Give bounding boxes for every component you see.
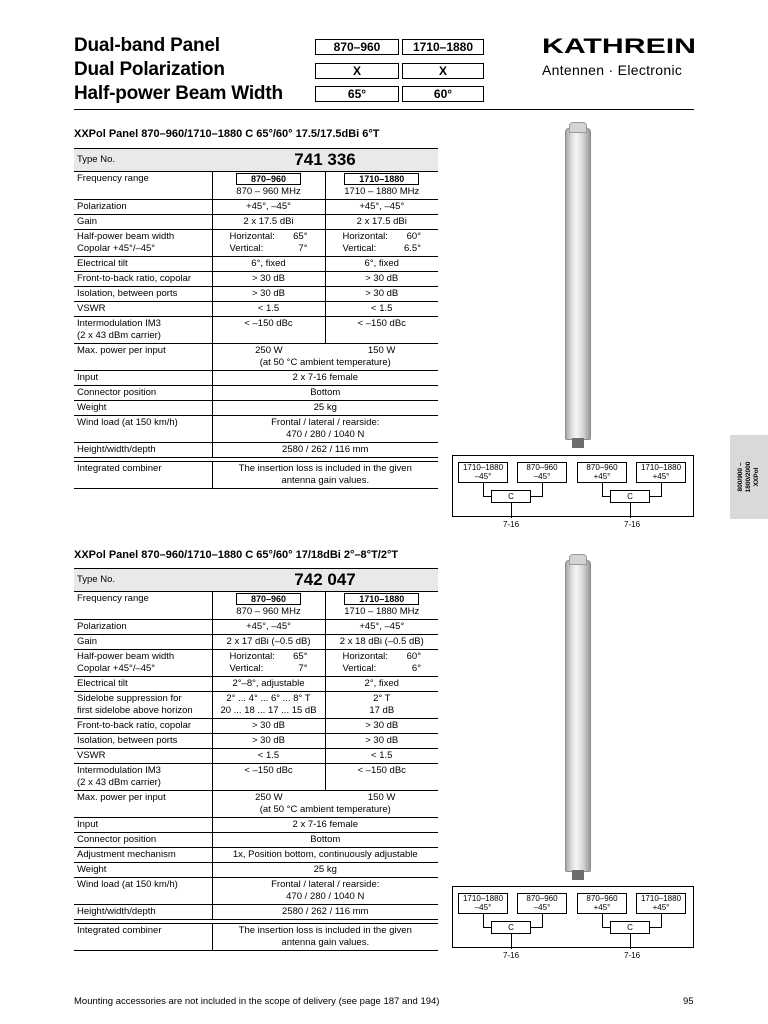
- row-value: 6°, fixed: [212, 257, 325, 272]
- sidelobe-tilt: 2° T: [373, 693, 391, 704]
- row-label-line: (2 x 43 dBm carrier): [77, 777, 161, 788]
- row-value: > 30 dB: [212, 287, 325, 302]
- wire: [483, 496, 491, 497]
- row-label: VSWR: [74, 749, 212, 764]
- port-pol: +45°: [593, 472, 611, 481]
- row-value: [212, 692, 325, 719]
- row-value: [212, 344, 438, 371]
- connector-label: 7-16: [624, 951, 641, 960]
- row-label: Gain: [74, 215, 212, 230]
- type-label: Type No.: [74, 149, 212, 172]
- table-row: [74, 620, 438, 635]
- header-title-1: Dual-band Panel: [74, 35, 220, 56]
- table-row: [74, 344, 438, 371]
- row-label: Electrical tilt: [74, 257, 212, 272]
- beam-horizontal: [216, 651, 322, 663]
- row-value: < 1.5: [212, 302, 325, 317]
- wire: [483, 914, 484, 927]
- band-box: 870–960: [236, 593, 301, 605]
- row-value: 2 x 7-16 female: [212, 818, 438, 833]
- power-note: (at 50 °C ambient temperature): [259, 804, 391, 815]
- row-value: 2580 / 262 / 116 mm: [212, 443, 438, 458]
- row-value: > 30 dB: [212, 719, 325, 734]
- row-label: [74, 692, 212, 719]
- row-value: 2°, fixed: [325, 677, 438, 692]
- row-label: Weight: [74, 863, 212, 878]
- beam-key: Horizontal:: [229, 651, 275, 662]
- header-title-3: Half-power Beam Width: [74, 83, 283, 104]
- row-label: [74, 317, 212, 344]
- row-label: Max. power per input: [74, 344, 212, 371]
- row-value: Bottom: [212, 386, 438, 401]
- row-label: Connector position: [74, 833, 212, 848]
- row-label: VSWR: [74, 302, 212, 317]
- port-box: [636, 893, 686, 914]
- table-row: [74, 215, 438, 230]
- row-label: [74, 650, 212, 677]
- page-number: 95: [683, 996, 694, 1007]
- beam-key: Vertical:: [229, 243, 264, 254]
- row-value: 25 kg: [212, 863, 438, 878]
- beam-vertical: [329, 243, 436, 255]
- wind-line: 470 / 280 / 1040 N: [286, 891, 365, 902]
- combiner-line: antenna gain values.: [281, 475, 370, 486]
- header-title-2: Dual Polarization: [74, 59, 225, 80]
- row-value: 1x, Position bottom, continuously adjustable: [212, 848, 438, 863]
- row-label: Integrated combiner: [74, 924, 212, 951]
- antenna-image: [563, 554, 593, 880]
- row-label: Gain: [74, 635, 212, 650]
- combiner-box: C: [610, 921, 650, 934]
- beam-val: 60°: [406, 231, 422, 242]
- row-label-line: first sidelobe above horizon: [77, 705, 193, 716]
- row-value: 2 x 17.5 dBi: [212, 215, 325, 230]
- table-row: [74, 200, 438, 215]
- side-tab-line-3: XXPol: [753, 467, 760, 487]
- wire: [531, 496, 543, 497]
- power-value: 250 W: [255, 792, 283, 803]
- antenna-connector: [572, 438, 584, 448]
- header-pol-1: X: [315, 63, 399, 79]
- beam-val: 60°: [406, 651, 422, 662]
- table-row: [74, 386, 438, 401]
- row-value: 2580 / 262 / 116 mm: [212, 905, 438, 920]
- wire: [602, 927, 610, 928]
- row-value: 2 x 17 dBi (–0.5 dB): [212, 635, 325, 650]
- row-value: [325, 172, 438, 200]
- port-band: 870–960: [586, 463, 618, 472]
- product-title: XXPol Panel 870–960/1710–1880 C 65°/60° 17/18dBi 2°–8°T/2°T: [74, 549, 399, 561]
- port-pol: –45°: [474, 472, 492, 481]
- beam-horizontal: [216, 231, 322, 243]
- table-row: [74, 569, 438, 592]
- beam-horizontal: [329, 651, 436, 663]
- table-row: [74, 272, 438, 287]
- wire: [602, 496, 610, 497]
- row-value: [212, 230, 325, 257]
- row-label: Input: [74, 818, 212, 833]
- header-pol-2: X: [402, 63, 484, 79]
- wire: [650, 927, 662, 928]
- band-box: 870–960: [236, 173, 301, 185]
- row-value: > 30 dB: [212, 734, 325, 749]
- row-label: Integrated combiner: [74, 462, 212, 489]
- wire: [602, 914, 603, 927]
- row-label: Isolation, between ports: [74, 734, 212, 749]
- port-band: 870–960: [586, 894, 618, 903]
- header-band-2: 1710–1880: [402, 39, 484, 55]
- table-row: [74, 287, 438, 302]
- row-value: 2 x 17.5 dBi: [325, 215, 438, 230]
- row-value: +45°, –45°: [325, 620, 438, 635]
- port-band: 870–960: [526, 894, 558, 903]
- row-label: Isolation, between ports: [74, 287, 212, 302]
- port-box: [517, 893, 567, 914]
- table-row: [74, 371, 438, 386]
- band-box: 1710–1880: [344, 173, 419, 185]
- beam-key: Horizontal:: [229, 231, 275, 242]
- row-value: 25 kg: [212, 401, 438, 416]
- sidelobe-tilt: 2° ... 4° ... 6° ... 8° T: [226, 693, 311, 704]
- power-value: 150 W: [367, 345, 396, 356]
- antenna-radome: [565, 128, 591, 440]
- side-tab-line-1: 800/900 –: [737, 462, 744, 492]
- table-row: [74, 719, 438, 734]
- row-value: > 30 dB: [325, 272, 438, 287]
- table-row: [74, 848, 438, 863]
- wind-line: Frontal / lateral / rearside:: [271, 879, 380, 890]
- type-number: 741 336: [212, 149, 438, 172]
- power-note: (at 50 °C ambient temperature): [259, 357, 391, 368]
- row-value: < 1.5: [212, 749, 325, 764]
- beam-horizontal: [329, 231, 436, 243]
- beam-val: 65°: [293, 651, 308, 662]
- footer-note: Mounting accessories are not included in the scope of delivery (see page 187 and 194): [74, 996, 440, 1007]
- table-row: [74, 230, 438, 257]
- table-row: [74, 462, 438, 489]
- row-label: Electrical tilt: [74, 677, 212, 692]
- beam-key: Vertical:: [229, 663, 264, 674]
- product-title: XXPol Panel 870–960/1710–1880 C 65°/60° 17.5/17.5dBi 6°T: [74, 128, 380, 140]
- row-value: > 30 dB: [325, 287, 438, 302]
- header-beam-1: 65°: [315, 86, 399, 102]
- beam-val: 6.5°: [404, 243, 422, 254]
- row-value: +45°, –45°: [212, 200, 325, 215]
- brand-text: KATHREIN: [542, 36, 696, 56]
- row-value: [325, 592, 438, 620]
- row-value: [212, 462, 438, 489]
- row-value: Bottom: [212, 833, 438, 848]
- row-label-line: Copolar +45°/–45°: [77, 243, 156, 254]
- port-pol: +45°: [652, 903, 670, 912]
- connector-label: 7-16: [624, 520, 641, 529]
- table-row: [74, 172, 438, 200]
- beam-key: Vertical:: [342, 663, 377, 674]
- type-number: 742 047: [212, 569, 438, 592]
- row-label-line: Intermodulation IM3: [77, 318, 161, 329]
- antenna-radome: [565, 560, 591, 872]
- spec-table: [74, 148, 438, 489]
- row-label: Frequency range: [74, 172, 212, 200]
- row-label: Front-to-back ratio, copolar: [74, 272, 212, 287]
- table-row: [74, 443, 438, 458]
- row-value: > 30 dB: [325, 719, 438, 734]
- header-band-1: 870–960: [315, 39, 399, 55]
- combiner-box: C: [610, 490, 650, 503]
- table-row: [74, 833, 438, 848]
- row-value: < 1.5: [325, 749, 438, 764]
- antenna-cap: [569, 554, 587, 565]
- row-value: [325, 230, 438, 257]
- row-label: Weight: [74, 401, 212, 416]
- port-band: 870–960: [526, 463, 558, 472]
- row-value: < 1.5: [325, 302, 438, 317]
- wire: [661, 914, 662, 927]
- combiner-box: C: [491, 490, 531, 503]
- port-band: 1710–1880: [640, 894, 682, 903]
- row-label: Frequency range: [74, 592, 212, 620]
- row-value: 2 x 7-16 female: [212, 371, 438, 386]
- wind-line: Frontal / lateral / rearside:: [271, 417, 380, 428]
- wire: [661, 483, 662, 496]
- port-pol: +45°: [593, 903, 611, 912]
- row-label: Height/width/depth: [74, 443, 212, 458]
- table-row: [74, 149, 438, 172]
- table-row: [74, 818, 438, 833]
- header-rule: [74, 109, 694, 110]
- table-row: [74, 791, 438, 818]
- row-value: [212, 172, 325, 200]
- beam-vertical: [329, 663, 436, 675]
- row-label: Height/width/depth: [74, 905, 212, 920]
- row-value: < –150 dBc: [212, 317, 325, 344]
- port-box: [517, 462, 567, 483]
- row-value: < –150 dBc: [325, 764, 438, 791]
- side-tab: [730, 435, 768, 519]
- side-tab-line-2: 1800/2000: [745, 461, 752, 493]
- row-value: < –150 dBc: [212, 764, 325, 791]
- port-box: [577, 893, 627, 914]
- beam-val: 6°: [411, 663, 422, 674]
- wire: [483, 483, 484, 496]
- row-value: [212, 791, 438, 818]
- row-label: Polarization: [74, 200, 212, 215]
- row-label-line: Half-power beam width: [77, 651, 175, 662]
- antenna-image: [563, 122, 593, 448]
- table-row: [74, 257, 438, 272]
- beam-key: Horizontal:: [342, 231, 388, 242]
- power-value: 250 W: [255, 345, 283, 356]
- row-label: Adjustment mechanism: [74, 848, 212, 863]
- row-value: [212, 924, 438, 951]
- wire: [511, 503, 512, 518]
- row-value: 2°–8°, adjustable: [212, 677, 325, 692]
- band-range: 870 – 960 MHz: [236, 606, 301, 617]
- band-range: 870 – 960 MHz: [236, 186, 301, 197]
- row-value: 2 x 18 dBi (–0.5 dB): [325, 635, 438, 650]
- side-tab-label: [737, 462, 761, 493]
- antenna-cap: [569, 122, 587, 133]
- connector-label: 7-16: [503, 951, 520, 960]
- table-row: [74, 302, 438, 317]
- wire: [483, 927, 491, 928]
- sidelobe-db: 17 dB: [369, 705, 395, 716]
- row-label: Front-to-back ratio, copolar: [74, 719, 212, 734]
- row-value: [212, 878, 438, 905]
- table-row: [74, 924, 438, 951]
- combiner-box: C: [491, 921, 531, 934]
- table-row: [74, 677, 438, 692]
- beam-vertical: [216, 243, 322, 255]
- port-band: 1710–1880: [640, 463, 682, 472]
- row-label-line: Intermodulation IM3: [77, 765, 161, 776]
- row-value: < –150 dBc: [325, 317, 438, 344]
- row-value: > 30 dB: [212, 272, 325, 287]
- table-row: [74, 734, 438, 749]
- combiner-line: antenna gain values.: [281, 937, 370, 948]
- beam-key: Vertical:: [342, 243, 377, 254]
- row-value: [212, 650, 325, 677]
- row-label: [74, 230, 212, 257]
- combiner-line: The insertion loss is included in the given: [238, 925, 412, 936]
- wire: [542, 483, 543, 496]
- power-values: [213, 345, 439, 357]
- beam-key: Horizontal:: [342, 651, 388, 662]
- wire: [531, 927, 543, 928]
- row-label-line: Half-power beam width: [77, 231, 175, 242]
- table-row: [74, 863, 438, 878]
- table-row: [74, 416, 438, 443]
- port-pol: –45°: [474, 903, 492, 912]
- row-label: Connector position: [74, 386, 212, 401]
- port-box: [577, 462, 627, 483]
- power-values: [213, 792, 439, 804]
- combiner-line: The insertion loss is included in the given: [238, 463, 412, 474]
- band-range: 1710 – 1880 MHz: [344, 606, 420, 617]
- row-label: Max. power per input: [74, 791, 212, 818]
- port-band: 1710–1880: [462, 463, 504, 472]
- wire: [630, 934, 631, 949]
- row-label: Wind load (at 150 km/h): [74, 878, 212, 905]
- wire: [542, 914, 543, 927]
- row-label: Input: [74, 371, 212, 386]
- wiring-diagram: [452, 886, 694, 948]
- port-pol: –45°: [533, 903, 551, 912]
- row-label: [74, 764, 212, 791]
- wire: [511, 934, 512, 949]
- table-row: [74, 764, 438, 791]
- row-label: Polarization: [74, 620, 212, 635]
- spec-table: [74, 568, 438, 951]
- wire: [630, 503, 631, 518]
- beam-val: 65°: [293, 231, 308, 242]
- table-row: [74, 401, 438, 416]
- band-box: 1710–1880: [344, 593, 419, 605]
- port-pol: +45°: [652, 472, 670, 481]
- row-value: [325, 650, 438, 677]
- wiring-diagram: [452, 455, 694, 517]
- wire: [602, 483, 603, 496]
- row-label-line: Copolar +45°/–45°: [77, 663, 156, 674]
- row-value: 6°, fixed: [325, 257, 438, 272]
- sidelobe-db: 20 ... 18 ... 17 ... 15 dB: [220, 705, 317, 716]
- row-value: +45°, –45°: [212, 620, 325, 635]
- beam-val: 7°: [298, 243, 308, 254]
- port-pol: –45°: [533, 472, 551, 481]
- row-value: [212, 416, 438, 443]
- table-row: [74, 592, 438, 620]
- row-value: [325, 692, 438, 719]
- table-row: [74, 749, 438, 764]
- power-value: 150 W: [367, 792, 396, 803]
- table-row: [74, 650, 438, 677]
- beam-val: 7°: [298, 663, 308, 674]
- brand-subtitle: Antennen · Electronic: [542, 62, 683, 78]
- header-beam-2: 60°: [402, 86, 484, 102]
- table-row: [74, 317, 438, 344]
- wire: [650, 496, 662, 497]
- beam-vertical: [216, 663, 322, 675]
- row-label-line: Sidelobe suppression for: [77, 693, 182, 704]
- antenna-connector: [572, 870, 584, 880]
- port-box: [458, 893, 508, 914]
- type-label: Type No.: [74, 569, 212, 592]
- row-value: [212, 592, 325, 620]
- table-row: [74, 692, 438, 719]
- connector-label: 7-16: [503, 520, 520, 529]
- table-row: [74, 905, 438, 920]
- table-row: [74, 878, 438, 905]
- row-label-line: (2 x 43 dBm carrier): [77, 330, 161, 341]
- kathrein-logo: [542, 36, 696, 56]
- wind-line: 470 / 280 / 1040 N: [286, 429, 365, 440]
- port-box: [458, 462, 508, 483]
- band-range: 1710 – 1880 MHz: [344, 186, 420, 197]
- row-value: +45°, –45°: [325, 200, 438, 215]
- row-value: > 30 dB: [325, 734, 438, 749]
- row-label: Wind load (at 150 km/h): [74, 416, 212, 443]
- port-box: [636, 462, 686, 483]
- port-band: 1710–1880: [462, 894, 504, 903]
- table-row: [74, 635, 438, 650]
